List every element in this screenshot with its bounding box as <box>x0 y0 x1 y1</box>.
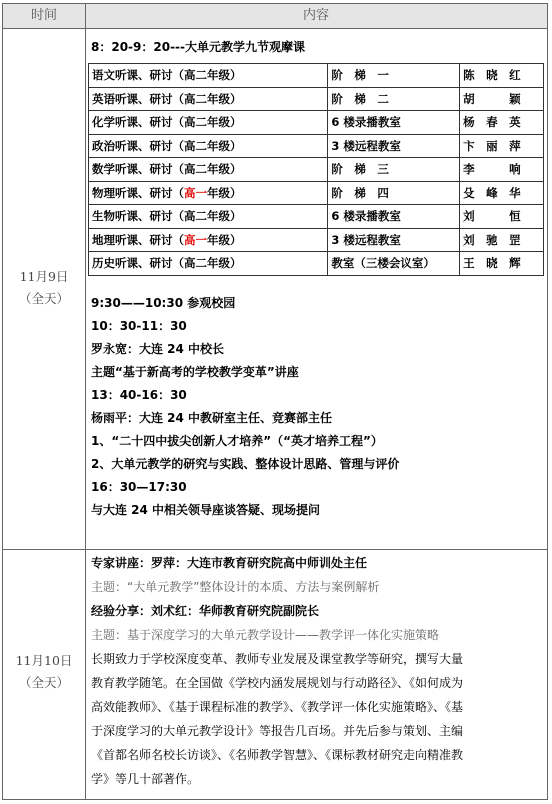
class-place: 6 楼录播教室 <box>328 111 460 135</box>
class-row <box>89 158 544 182</box>
class-subject <box>89 252 328 276</box>
class-subject <box>89 87 328 111</box>
class-subject <box>89 111 328 135</box>
topic-2: 主题：基于深度学习的大单元教学设计——教学评一体化实施策略 <box>91 628 440 642</box>
class-table <box>88 63 544 276</box>
class-place: 阶 梯 四 <box>328 181 460 205</box>
class-teacher: 陈 晓 红 <box>460 64 544 88</box>
subject-text: 地理听课、研讨（ <box>92 232 184 247</box>
header-time: 时间 <box>30 8 57 23</box>
class-teacher: 殳 峰 华 <box>460 181 544 205</box>
agenda-line: 16：30—17:30 <box>91 480 187 494</box>
expert-label: 专家讲座： <box>91 556 152 570</box>
class-teacher: 李 响 <box>460 158 544 182</box>
agenda-line: 杨雨平：大连 24 中教研室主任、竞赛部主任 <box>91 411 333 425</box>
agenda-line: 9:30——10:30 参观校园 <box>91 296 236 310</box>
class-teacher: 杨 春 英 <box>460 111 544 135</box>
class-place: 阶 梯 三 <box>328 158 460 182</box>
subject-text-end: 年级） <box>207 232 242 247</box>
subject-text: 英语听课、研讨（高二年级） <box>92 91 242 106</box>
bio-line: 教育教学随笔。在全国做《学校内涵发展规划与行动路径》、《如何成为 <box>91 676 464 690</box>
subject-text: 化学听课、研讨（高二年级） <box>92 115 242 130</box>
day2-date-cell <box>3 650 85 694</box>
expert-name: 罗萍：大连市教育研究院高中师训处主任 <box>151 556 368 570</box>
observation-title: 8：20-9：20---大单元教学九节观摩课 <box>91 40 306 54</box>
class-row <box>89 205 544 229</box>
day1-title <box>91 36 541 59</box>
class-subject <box>89 228 328 252</box>
share-label: 经验分享： <box>91 604 152 618</box>
expert-line <box>91 551 541 575</box>
bio-line: 《首都名师名校长访谈》、《名师教学智慧》、《课标教材研究走向精准教 <box>91 748 464 762</box>
grade-highlight: 高一 <box>184 185 207 200</box>
schedule-table <box>2 3 548 800</box>
subject-text: 物理听课、研讨（ <box>92 185 184 200</box>
header-content: 内容 <box>302 8 329 23</box>
share-name: 刘术红：华师教育研究院副院长 <box>151 604 320 618</box>
class-place: 3 楼远程教室 <box>328 228 460 252</box>
class-subject <box>89 158 328 182</box>
class-subject <box>89 205 328 229</box>
bio-line: 学》等几十部著作。 <box>91 772 200 786</box>
agenda-line: 罗永宽：大连 24 中校长 <box>91 342 225 356</box>
bio-line: 高效能教师》、《基于课程标准的教学》、《教学评一体化实施策略》、《基 <box>91 700 464 714</box>
class-teacher: 刘 恒 <box>460 205 544 229</box>
subject-text: 语文听课、研讨（高二年级） <box>92 68 242 83</box>
class-subject <box>89 64 328 88</box>
class-teacher: 卞 丽 萍 <box>460 134 544 158</box>
row-divider <box>3 549 547 550</box>
bio-line: 于深度学习的大单元教学设计》等报告几百场。并先后参与策划、主编 <box>91 724 464 738</box>
class-teacher: 胡 颖 <box>460 87 544 111</box>
subject-text-end: 年级） <box>207 185 242 200</box>
subject-text: 数学听课、研讨（高二年级） <box>92 162 242 177</box>
class-row <box>89 181 544 205</box>
class-teacher: 王 晓 辉 <box>460 252 544 276</box>
class-place: 阶 梯 二 <box>328 87 460 111</box>
agenda-line: 主题“基于新高考的学校教学变革”讲座 <box>91 365 299 379</box>
class-place: 3 楼远程教室 <box>328 134 460 158</box>
bio-line: 长期致力于学校深度变革、教师专业发展及课堂教学等研究，撰写大量 <box>91 652 464 666</box>
share-line <box>91 599 541 623</box>
grade-highlight: 高一 <box>184 232 207 247</box>
day2-content <box>91 551 541 791</box>
class-teacher: 刘 驰 罡 <box>460 228 544 252</box>
subject-text: 政治听课、研讨（高二年级） <box>92 138 242 153</box>
class-row <box>89 252 544 276</box>
class-subject <box>89 134 328 158</box>
topic-1: 主题：“大单元教学”整体设计的本质、方法与案例解析 <box>91 580 380 594</box>
agenda-line: 10：30-11：30 <box>91 319 187 333</box>
class-row <box>89 87 544 111</box>
class-row <box>89 64 544 88</box>
class-row <box>89 228 544 252</box>
day2-date: 11月10日 <box>15 653 73 668</box>
class-place: 6 楼录播教室 <box>328 205 460 229</box>
day2-note: （全天） <box>18 675 69 690</box>
day1-date: 11月9日 <box>19 269 69 284</box>
agenda-line: 2、大单元教学的研究与实践、整体设计思路、管理与评价 <box>91 457 400 471</box>
class-place: 阶 梯 一 <box>328 64 460 88</box>
class-subject <box>89 181 328 205</box>
class-row <box>89 134 544 158</box>
subject-text: 生物听课、研讨（高二年级） <box>92 209 242 224</box>
day1-agenda <box>91 292 541 522</box>
subject-text: 历史听课、研讨（高二年级） <box>92 256 242 271</box>
day1-note: （全天） <box>18 291 69 306</box>
class-place: 教室（三楼会议室） <box>328 252 460 276</box>
column-divider <box>85 4 86 799</box>
class-row <box>89 111 544 135</box>
day1-date-cell <box>3 266 85 310</box>
agenda-line: 13：40-16：30 <box>91 388 187 402</box>
agenda-line: 与大连 24 中相关领导座谈答疑、现场提问 <box>91 503 321 517</box>
agenda-line: 1、“二十四中拔尖创新人才培养”（“英才培养工程”） <box>91 434 383 448</box>
